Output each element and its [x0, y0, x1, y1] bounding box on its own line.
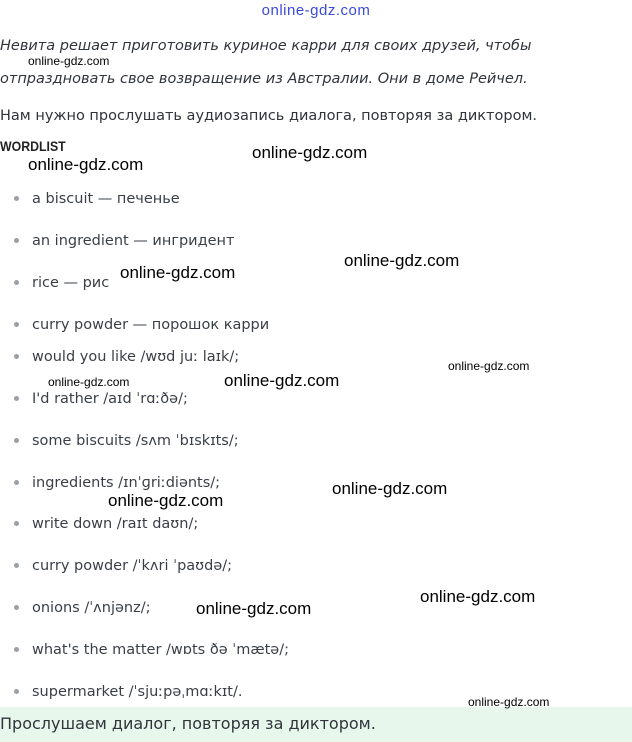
footer-text: Прослушаем диалог, повторяя за диктором.: [0, 714, 376, 733]
list-item: [14, 313, 269, 337]
watermark: online-gdz.com: [108, 491, 224, 510]
list-item-text: what's the matter /wɒts ðə ˈmætə/;: [32, 642, 289, 658]
list-item: [14, 229, 234, 253]
bullet-icon: [14, 354, 19, 359]
bullet-icon: [14, 238, 19, 243]
list-item: [14, 387, 188, 411]
watermark: online-gdz.com: [252, 143, 368, 162]
list-item-text: supermarket /ˈsjuːpəˌmɑːkɪt/.: [32, 684, 243, 700]
list-item-text: ingredients /ɪnˈɡriːdiənts/;: [32, 475, 221, 491]
list-item: [14, 554, 232, 578]
list-item-text: rice — рис: [32, 275, 110, 291]
list-item-text: curry powder /ˈkʌri ˈpaʊdə/;: [32, 558, 233, 574]
list-item: [14, 345, 239, 369]
watermark: online-gdz.com: [48, 375, 130, 389]
watermark: online-gdz.com: [344, 251, 460, 270]
wordlist-heading: WORDLIST: [0, 138, 66, 154]
list-item-text: write down /raɪt daʊn/;: [32, 516, 199, 532]
bullet-icon: [14, 322, 19, 327]
bullet-icon: [14, 605, 19, 610]
site-header-link[interactable]: online-gdz.com: [261, 2, 371, 19]
list-item-text: an ingredient — ингридент: [32, 233, 235, 249]
watermark: online-gdz.com: [120, 263, 236, 282]
intro-paragraph: Невита решает приготовить куриное карри для своих друзей, чтобы отпраздновать свое возвращение из Австралии. Они в доме Рейчел.: [0, 38, 532, 87]
watermark: online-gdz.com: [332, 479, 448, 498]
watermark: online-gdz.com: [224, 371, 340, 390]
bullet-icon: [14, 521, 19, 526]
bullet-icon: [14, 438, 19, 443]
watermark: online-gdz.com: [420, 587, 536, 606]
list-item: [14, 680, 242, 704]
bullet-icon: [14, 563, 19, 568]
bullet-icon: [14, 196, 19, 201]
watermark: online-gdz.com: [28, 54, 110, 68]
list-item: [14, 271, 109, 295]
list-item-text: curry powder — порошок карри: [32, 317, 270, 333]
bullet-icon: [14, 689, 19, 694]
bullet-icon: [14, 647, 19, 652]
list-item: [14, 429, 239, 453]
bullet-icon: [14, 480, 19, 485]
watermark: online-gdz.com: [468, 695, 550, 709]
list-item-text: a biscuit — печенье: [32, 191, 180, 207]
bullet-icon: [14, 280, 19, 285]
list-item: [14, 512, 198, 536]
watermark: online-gdz.com: [28, 155, 144, 174]
footer-banner: [0, 707, 632, 742]
bullet-icon: [14, 396, 19, 401]
list-item: [14, 596, 150, 620]
watermark: online-gdz.com: [196, 599, 312, 618]
list-item-text: some biscuits /sʌm ˈbɪskɪts/;: [32, 433, 239, 449]
instruction-text: Нам нужно прослушать аудиозапись диалога, повторяя за диктором.: [0, 108, 537, 124]
list-item: [14, 187, 180, 211]
list-item-text: would you like /wʊd juː laɪk/;: [32, 349, 240, 365]
list-item-text: I'd rather /aɪd ˈrɑːðə/;: [32, 391, 188, 407]
watermark: online-gdz.com: [448, 359, 530, 373]
list-item: [14, 638, 289, 662]
list-item-text: onions /ˈʌnjənz/;: [32, 600, 151, 616]
